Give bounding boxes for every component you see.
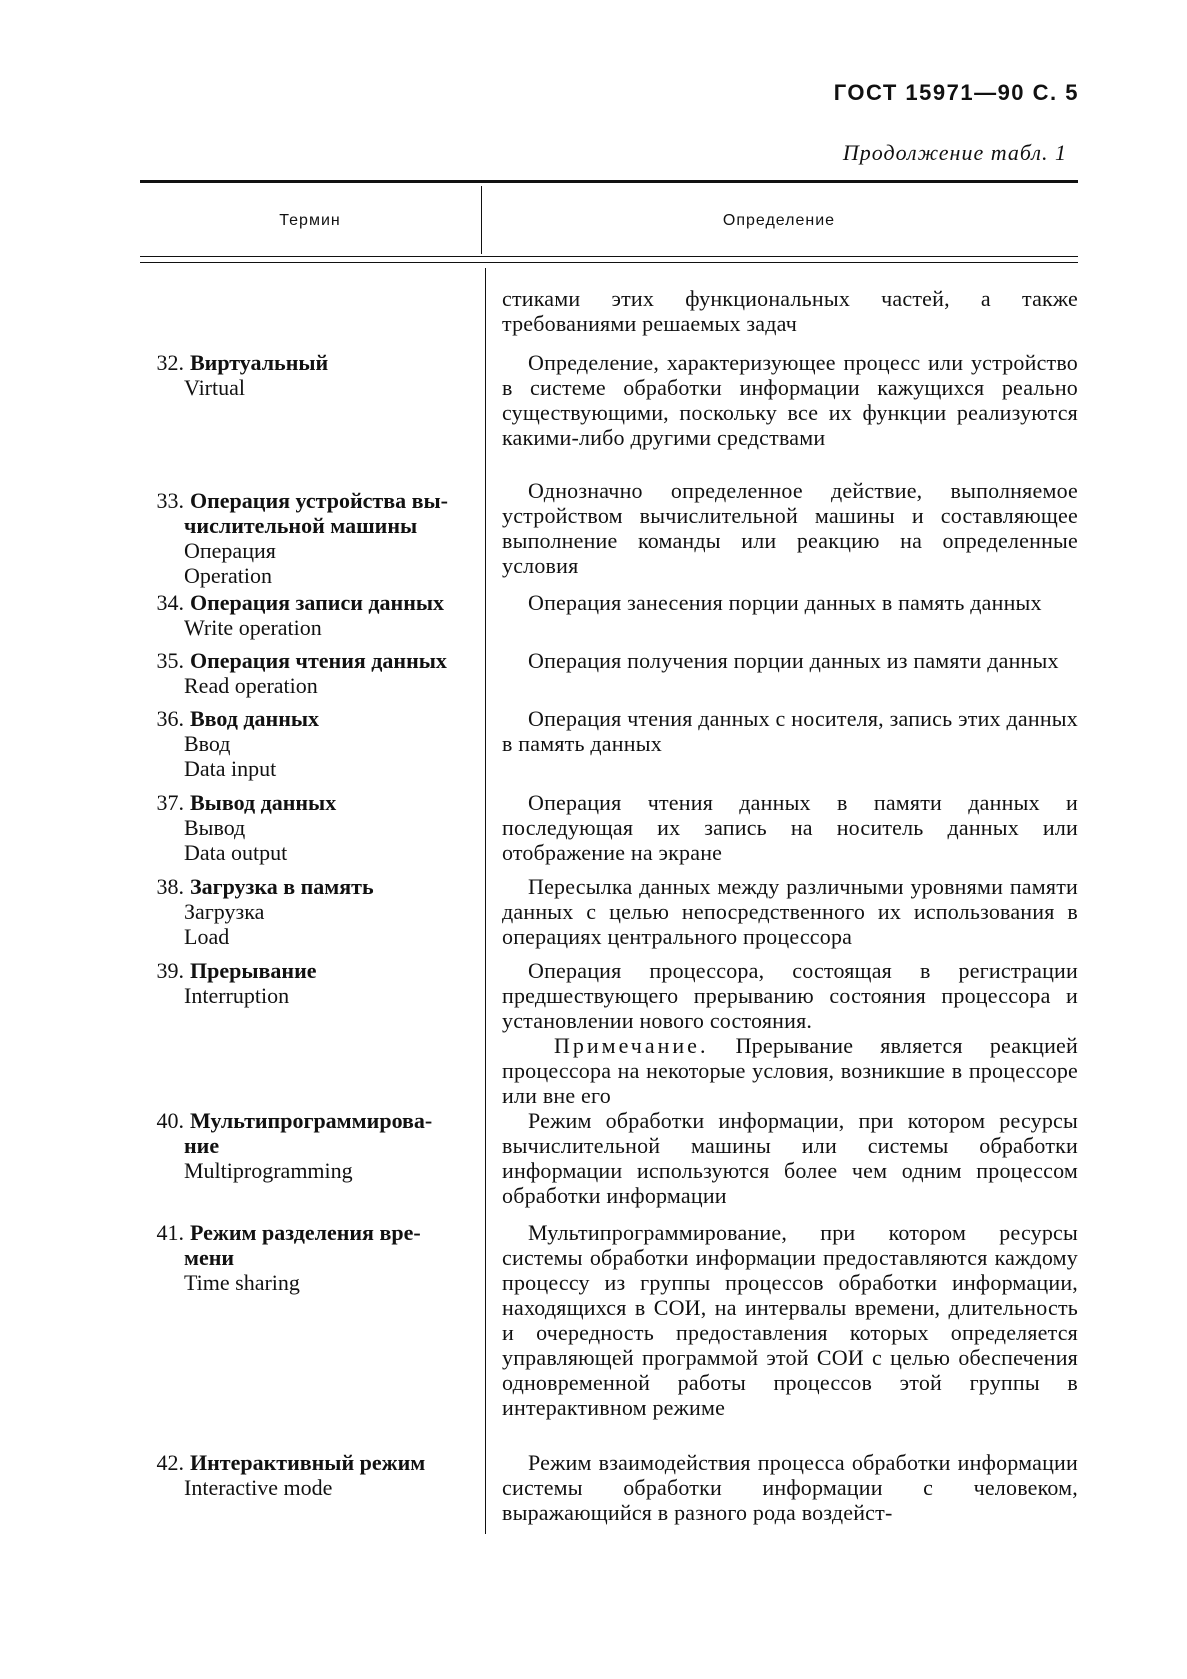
term-en: Write operation — [184, 615, 322, 640]
definition-34: Операция занесения порции данных в память данных — [528, 590, 1042, 615]
term-ru-cont: числительной машины — [184, 513, 418, 538]
term-short: Операция — [184, 538, 276, 563]
term-en: Multiprogramming — [184, 1158, 353, 1183]
term-entry-32 — [138, 350, 478, 400]
table-top-rule — [140, 180, 1078, 183]
term-ru: Режим разделения вре- — [190, 1220, 421, 1245]
note-label: Примечание. — [554, 1033, 709, 1058]
term-entry-42 — [138, 1450, 478, 1500]
term-en: Data output — [184, 840, 288, 865]
term-en: Read operation — [184, 673, 318, 698]
definition-36: Операция чтения данных с носителя, запись этих данных в память данных — [502, 706, 1078, 756]
term-ru: Операция чтения данных — [190, 648, 447, 673]
term-number: 35. — [156, 648, 184, 673]
term-entry-33 — [138, 488, 478, 588]
term-ru: Ввод данных — [190, 706, 320, 731]
term-en: Load — [184, 924, 230, 949]
term-number: 32. — [156, 350, 184, 375]
term-ru: Операция записи данных — [190, 590, 445, 615]
body-column-divider — [485, 268, 486, 1534]
term-number: 37. — [156, 790, 184, 815]
header-column-divider — [481, 186, 482, 254]
term-en: Virtual — [184, 375, 245, 400]
definition-40: Режим обработки информации, при котором ресурсы вычислительной машины или системы обработки информации используются более чем одним процессом обработки информации — [502, 1108, 1078, 1208]
header-bottom-rule-second — [140, 262, 1078, 263]
term-number: 33. — [156, 488, 184, 513]
term-number: 40. — [156, 1108, 184, 1133]
term-number: 36. — [156, 706, 184, 731]
header-bottom-rule — [140, 256, 1078, 257]
carryover-definition: стиками этих функциональных частей, а также требованиями решаемых задач — [502, 286, 1078, 336]
definition-38: Пересылка данных между различными уровнями памяти данных с целью непосредственного их использования в операциях центрального процессора — [502, 874, 1078, 949]
term-number: 42. — [156, 1450, 184, 1475]
term-ru: Операция устройства вы- — [190, 488, 448, 513]
term-number: 38. — [156, 874, 184, 899]
term-entry-40 — [138, 1108, 478, 1183]
term-ru-cont: мени — [184, 1245, 235, 1270]
term-entry-38 — [138, 874, 478, 949]
column-header-term: Термин — [279, 212, 341, 229]
term-ru: Интерактивный режим — [190, 1450, 426, 1475]
term-entry-41 — [138, 1220, 478, 1295]
term-ru: Мультипрограммирова- — [190, 1108, 433, 1133]
term-en: Time sharing — [184, 1270, 300, 1295]
term-short: Загрузка — [184, 899, 265, 924]
note-text: Прерывание является реакцией процессора на некоторые условия, возникшие в процессоре или вне его — [502, 1033, 1078, 1108]
definition-32: Определение, характеризующее процесс или устройство в системе обработки информации кажущихся реально существующими, поскольку все их функции реализуются какими-либо другими средствами — [502, 350, 1078, 450]
term-entry-35 — [138, 648, 478, 698]
definition-39-text: Операция процессора, состоящая в регистрации предшествующего прерыванию состояния процессора и установлении нового состояния. — [502, 958, 1078, 1033]
term-ru: Виртуальный — [190, 350, 329, 375]
definition-42: Режим взаимодействия процесса обработки информации системы обработки информации с человеком, выражающийся в разного рода воздейст- — [502, 1450, 1078, 1525]
term-entry-37 — [138, 790, 478, 865]
definition-37: Операция чтения данных в памяти данных и последующая их запись на носитель данных или отображение на экране — [502, 790, 1078, 865]
term-en: Interruption — [184, 983, 290, 1008]
definition-39-note — [502, 1033, 1078, 1108]
page-header-title: ГОСТ 15971—90 С. 5 — [833, 80, 1079, 105]
term-entry-36 — [138, 706, 478, 781]
term-ru: Прерывание — [190, 958, 317, 983]
term-ru-cont: ние — [184, 1133, 220, 1158]
term-en: Data input — [184, 756, 277, 781]
term-number: 39. — [156, 958, 184, 983]
term-short: Вывод — [184, 815, 246, 840]
term-entry-39 — [138, 958, 478, 1008]
term-short: Ввод — [184, 731, 231, 756]
definition-39 — [502, 958, 1078, 1108]
term-number: 41. — [156, 1220, 184, 1245]
definition-35: Операция получения порции данных из памяти данных — [528, 648, 1059, 673]
term-number: 34. — [156, 590, 184, 615]
definition-41: Мультипрограммирование, при котором ресурсы системы обработки информации предоставляются каждому процессу из группы процессов обработки информации, находящихся в СОИ, на интервалы времени, длительность и очередность предоставления которых определяется управляющей программой этой СОИ с целью обеспечения одновременной работы процессов этой группы в интерактивном режиме — [502, 1220, 1078, 1420]
table-continuation-label: Продолжение табл. 1 — [842, 140, 1067, 165]
term-ru: Вывод данных — [190, 790, 337, 815]
definition-33: Однозначно определенное действие, выполняемое устройством вычислительной машины и составляющее выполнение команды или реакцию на определенные условия — [502, 478, 1078, 578]
term-en: Operation — [184, 563, 272, 588]
term-ru: Загрузка в память — [190, 874, 374, 899]
column-header-definition: Определение — [722, 212, 836, 229]
term-en: Interactive mode — [184, 1475, 333, 1500]
term-entry-34 — [138, 590, 478, 640]
